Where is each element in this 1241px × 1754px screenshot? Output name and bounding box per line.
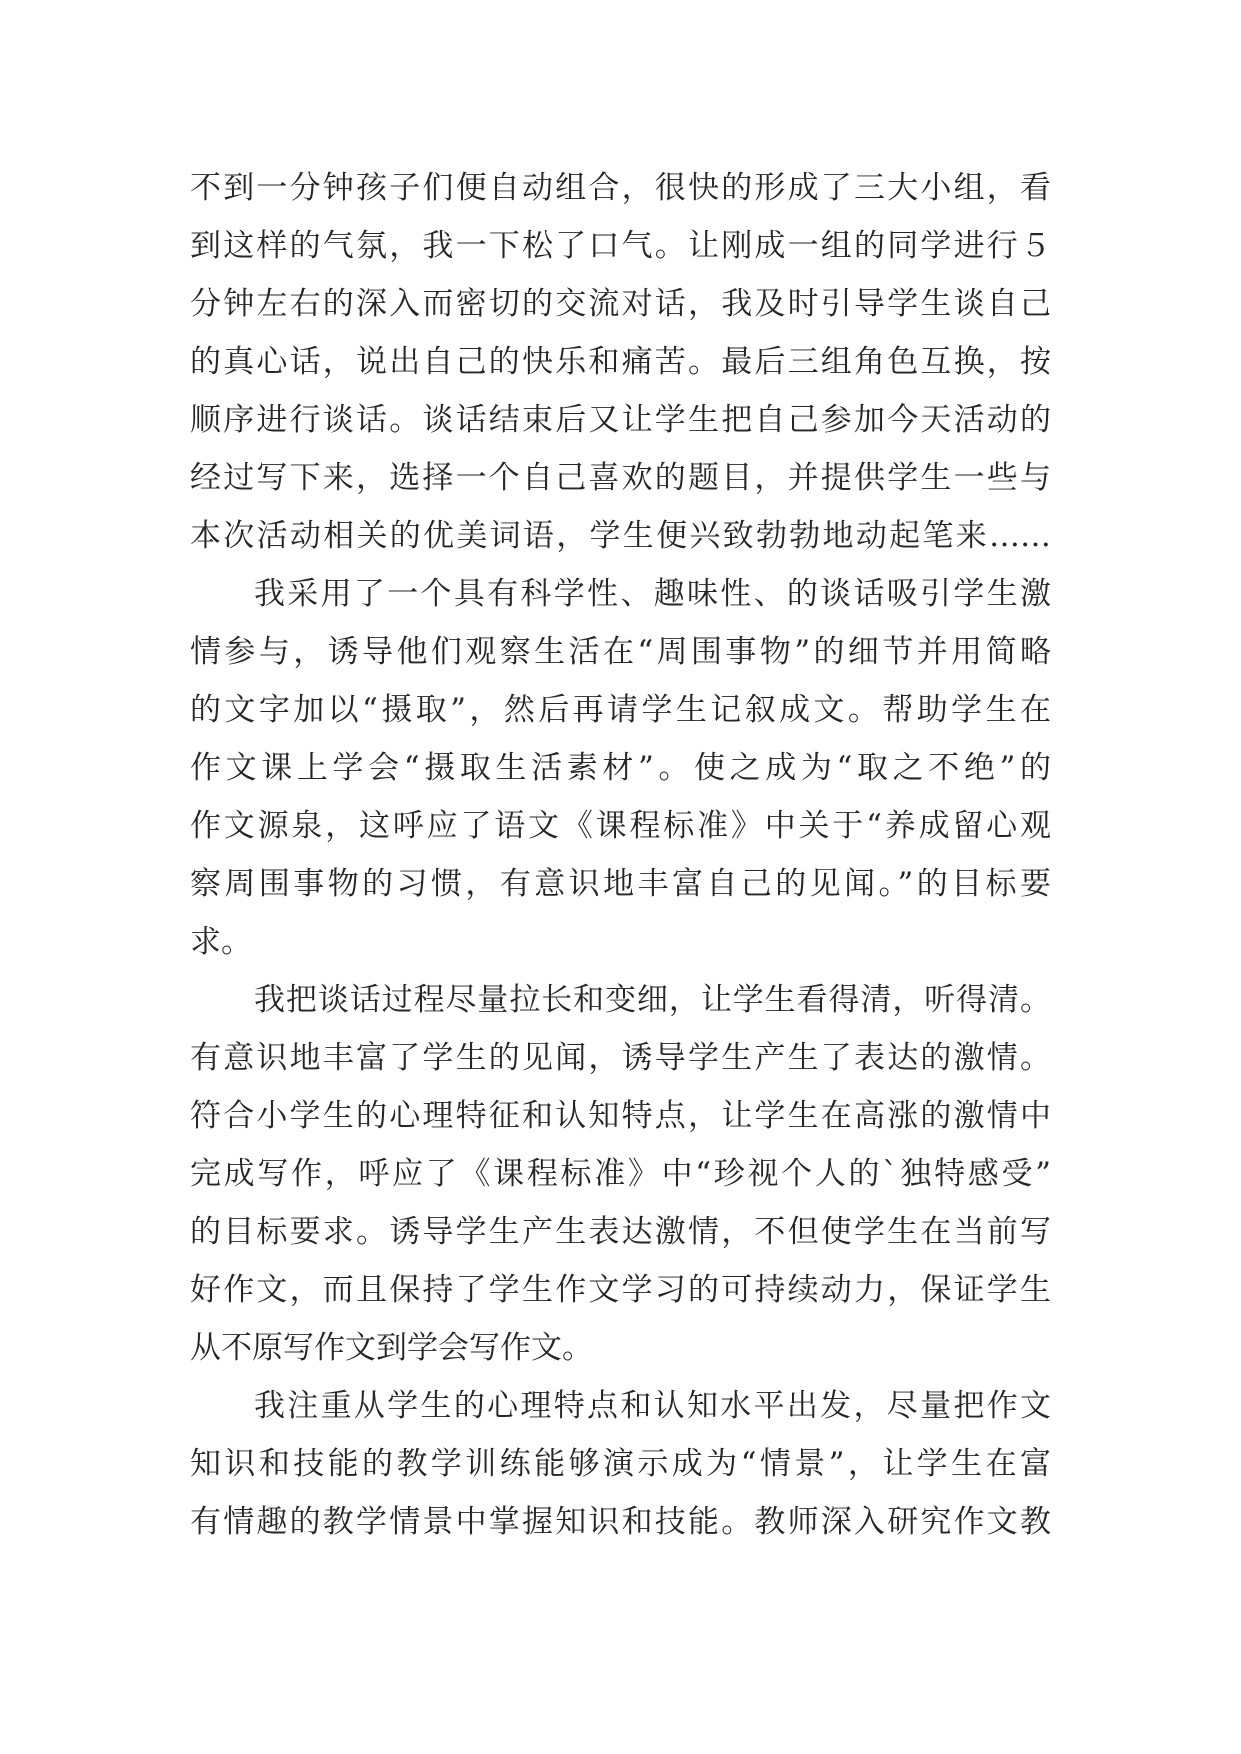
paragraph [190,1377,1051,1551]
paragraph [190,159,1051,565]
text-line: 好作文，而且保持了学生作文学习的可持续动力，保证学生 [190,1272,1051,1308]
text-line: 的真心话，说出自己的快乐和痛苦。最后三组角色互换，按 [190,344,1051,380]
text-line: 情参与，诱导他们观察生活在“周围事物”的细节并用简略 [190,634,1051,670]
text-line: 完成写作，呼应了《课程标准》中“珍视个人的`独特感受” [190,1156,1051,1192]
text-line: 我采用了一个具有科学性、趣味性、的谈话吸引学生激 [254,576,1051,612]
paragraph [190,971,1051,1377]
text-line: 分钟左右的深入而密切的交流对话，我及时引导学生谈自己 [190,286,1051,322]
text-line: 的文字加以“摄取”，然后再请学生记叙成文。帮助学生在 [190,692,1051,728]
text-line: 经过写下来，选择一个自己喜欢的题目，并提供学生一些与 [190,460,1051,496]
text-line: 作文源泉，这呼应了语文《课程标准》中关于“养成留心观 [190,808,1051,844]
text-line: 察周围事物的习惯，有意识地丰富自己的见闻。”的目标要 [190,866,1051,902]
text-line: 符合小学生的心理特征和认知特点，让学生在高涨的激情中 [190,1098,1051,1134]
text-line: 从不原写作文到学会写作文。 [190,1330,593,1366]
text-line: 的目标要求。诱导学生产生表达激情，不但使学生在当前写 [190,1214,1051,1250]
text-line: 求。 [190,924,252,960]
paragraph [190,565,1051,971]
text-line: 顺序进行谈话。谈话结束后又让学生把自己参加今天活动的 [190,402,1051,438]
text-line: 有情趣的教学情景中掌握知识和技能。教师深入研究作文教 [190,1504,1051,1540]
text-line: 本次活动相关的优美词语，学生便兴致勃勃地动起笔来…… [190,518,1051,554]
text-line: 我把谈话过程尽量拉长和变细，让学生看得清，听得清。 [254,982,1051,1018]
text-line: 不到一分钟孩子们便自动组合，很快的形成了三大小组，看 [190,170,1051,206]
text-line: 我注重从学生的心理特点和认知水平出发，尽量把作文 [254,1388,1051,1424]
text-line: 作文课上学会“摄取生活素材”。使之成为“取之不绝”的 [190,750,1051,786]
text-line: 到这样的气氛，我一下松了口气。让刚成一组的同学进行５ [190,228,1051,264]
text-line: 有意识地丰富了学生的见闻，诱导学生产生了表达的激情。 [190,1040,1051,1076]
text-line: 知识和技能的教学训练能够演示成为“情景”，让学生在富 [190,1446,1051,1482]
document-body [190,159,1051,1551]
